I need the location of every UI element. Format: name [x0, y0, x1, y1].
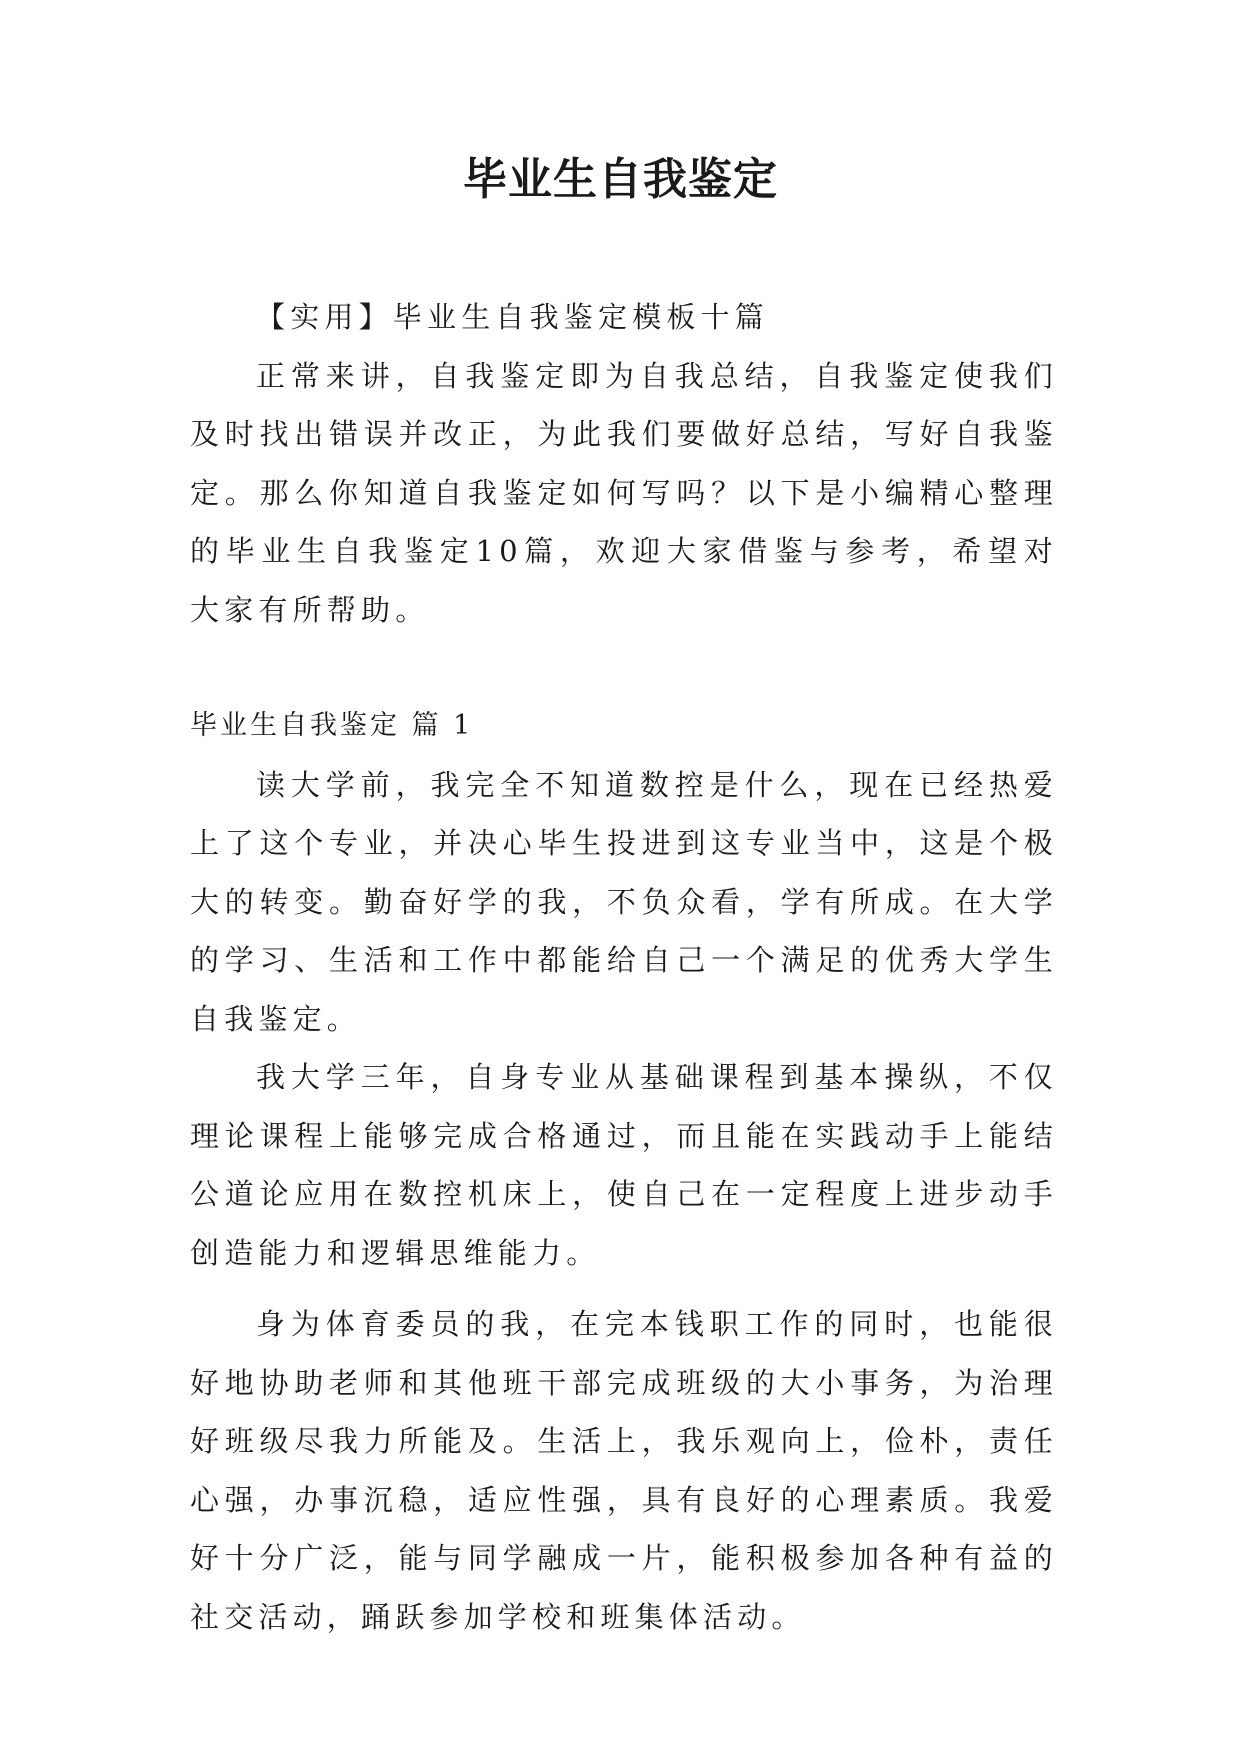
- document-title: 毕业生自我鉴定: [463, 154, 778, 205]
- document-subtitle: 【实用】毕业生自我鉴定模板十篇: [256, 300, 770, 334]
- intro-paragraph: 正常来讲，自我鉴定即为自我总结，自我鉴定使我们及时找出错误并改正，为此我们要做好总结，写好自我鉴定。那么你知道自我鉴定如何写吗？以下是小编精心整理的毕业生自我鉴定10篇，欢迎大家借鉴与参考，希望对大家有所帮助。: [190, 358, 1058, 627]
- body-paragraph-3: 身为体育委员的我，在完本钱职工作的同时，也能很好地协助老师和其他班干部完成班级的大小事务，为治理好班级尽我力所能及。生活上，我乐观向上，俭朴，责任心强，办事沉稳，适应性强，具有良好的心理素质。我爱好十分广泛，能与同学融成一片，能积极参加各种有益的社交活动，踊跃参加学校和班集体活动。: [190, 1307, 1058, 1634]
- spacer: [190, 639, 1058, 697]
- document-body: [190, 288, 1058, 1646]
- spacer: [190, 1282, 1058, 1295]
- body-paragraph-2: 我大学三年，自身专业从基础课程到基本操纵，不仅理论课程上能够完成合格通过，而且能在实践动手上能结公道论应用在数控机床上，使自己在一定程度上进步动手创造能力和逻辑思维能力。: [190, 1060, 1058, 1270]
- body-paragraph-1: 读大学前，我完全不知道数控是什么，现在已经热爱上了这个专业，并决心毕生投进到这专业当中，这是个极大的转变。勤奋好学的我，不负众看，学有所成。在大学的学习、生活和工作中都能给自己一个满足的优秀大学生自我鉴定。: [190, 767, 1058, 1036]
- section-heading: 毕业生自我鉴定 篇 1: [190, 710, 474, 741]
